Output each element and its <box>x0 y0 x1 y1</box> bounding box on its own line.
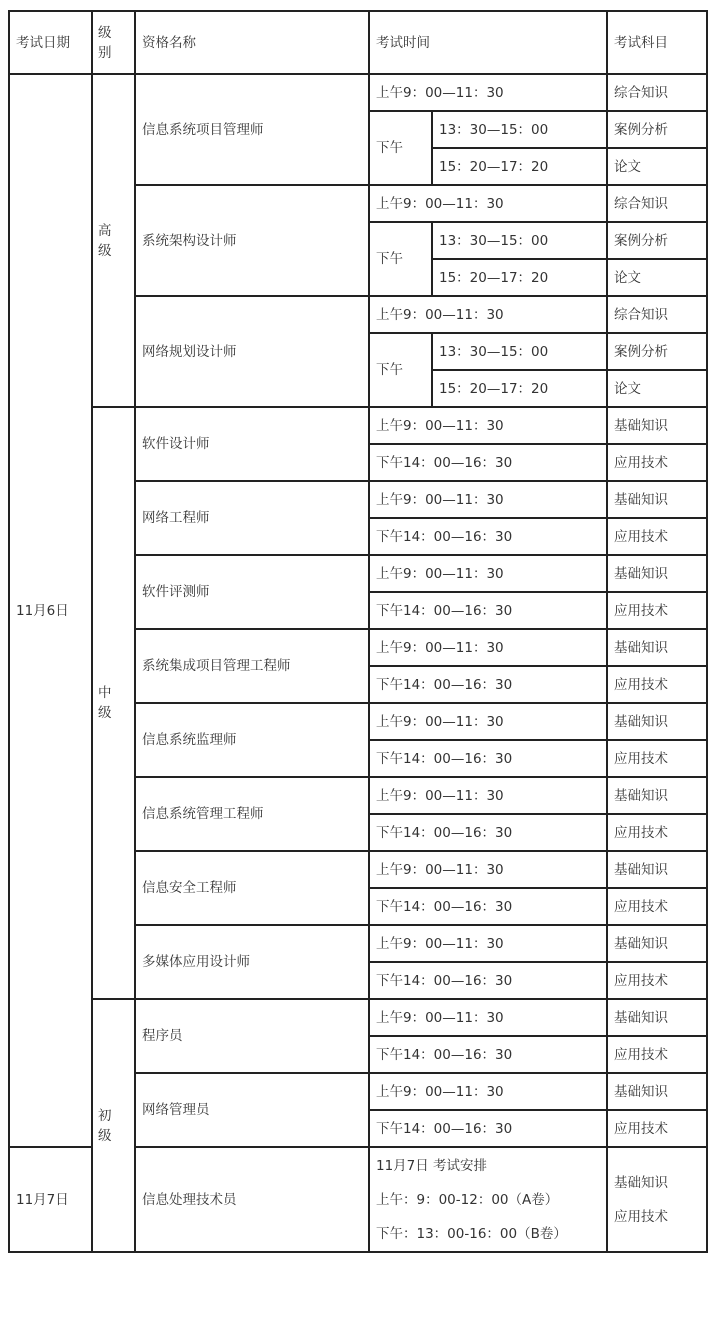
am-time: 上午9：00—11：30 <box>369 851 607 888</box>
qualification-name: 网络管理员 <box>135 1073 369 1147</box>
qualification-name: 信息系统项目管理师 <box>135 74 369 185</box>
subject-cell: 基础知识 <box>607 481 707 518</box>
am-time: 上午9：00—11：30 <box>369 185 607 222</box>
level-cell <box>92 999 135 1252</box>
qualification-name: 程序员 <box>135 999 369 1073</box>
time-cell-line: 11月7日 考试安排 <box>376 1157 488 1174</box>
level-cell <box>92 407 135 999</box>
subject-cell: 应用技术 <box>607 1036 707 1073</box>
subject-cell-line: 应用技术 <box>614 1208 668 1225</box>
pm-time: 下午14：00—16：30 <box>369 888 607 925</box>
subject-cell: 基础知识 <box>607 999 707 1036</box>
header-date: 考试日期 <box>9 11 92 74</box>
qualification-name: 网络规划设计师 <box>135 296 369 407</box>
qualification-name: 信息系统监理师 <box>135 703 369 777</box>
am-time: 上午9：00—11：30 <box>369 555 607 592</box>
qualification-name: 软件设计师 <box>135 407 369 481</box>
level-cell-line: 级 <box>98 705 112 721</box>
pm-time: 下午14：00—16：30 <box>369 666 607 703</box>
pm-label: 下午 <box>369 111 432 185</box>
subject-cell: 案例分析 <box>607 333 707 370</box>
pm-time: 下午14：00—16：30 <box>369 444 607 481</box>
pm-time: 下午14：00—16：30 <box>369 592 607 629</box>
am-time: 上午9：00—11：30 <box>369 407 607 444</box>
pm-time: 下午14：00—16：30 <box>369 1036 607 1073</box>
am-time: 上午9：00—11：30 <box>369 999 607 1036</box>
qualification-name: 信息安全工程师 <box>135 851 369 925</box>
subject-cell: 应用技术 <box>607 518 707 555</box>
level-cell <box>92 74 135 407</box>
qualification-name: 软件评测师 <box>135 555 369 629</box>
subject-cell: 案例分析 <box>607 111 707 148</box>
subject-cell: 基础知识 <box>607 1073 707 1110</box>
subject-cell: 基础知识 <box>607 777 707 814</box>
pm-label: 下午 <box>369 222 432 296</box>
am-time: 上午9：00—11：30 <box>369 925 607 962</box>
pm-time: 下午14：00—16：30 <box>369 962 607 999</box>
header-name: 资格名称 <box>135 11 369 74</box>
am-time: 上午9：00—11：30 <box>369 481 607 518</box>
exam-schedule-table <box>8 10 708 1253</box>
header-level-char: 别 <box>98 44 112 61</box>
qualification-name: 网络工程师 <box>135 481 369 555</box>
level-cell-line: 级 <box>98 1127 112 1144</box>
subject-cell: 应用技术 <box>607 1110 707 1147</box>
qualification-name: 系统架构设计师 <box>135 185 369 296</box>
pm-time: 下午14：00—16：30 <box>369 1110 607 1147</box>
subject-cell: 论文 <box>607 148 707 185</box>
am-time: 上午9：00—11：30 <box>369 629 607 666</box>
level-cell-line: 级 <box>98 242 112 259</box>
qualification-name: 多媒体应用设计师 <box>135 925 369 999</box>
pm-label: 下午 <box>369 333 432 407</box>
level-cell-line: 中 <box>98 685 112 701</box>
pm-time: 下午14：00—16：30 <box>369 814 607 851</box>
subject-cell: 论文 <box>607 370 707 407</box>
pm-time: 13：30—15：00 <box>432 111 607 148</box>
subject-cell: 应用技术 <box>607 592 707 629</box>
time-cell-line: 下午：13：00-16：00（B卷） <box>376 1225 567 1242</box>
subject-cell: 应用技术 <box>607 814 707 851</box>
subject-cell: 综合知识 <box>607 74 707 111</box>
pm-time: 15：20—17：20 <box>432 148 607 185</box>
subject-cell: 基础知识 <box>607 925 707 962</box>
subject-cell: 基础知识 <box>607 851 707 888</box>
level-cell-line: 初 <box>98 1107 112 1124</box>
header-subject: 考试科目 <box>607 11 707 74</box>
subject-cell: 综合知识 <box>607 296 707 333</box>
subject-cell: 应用技术 <box>607 666 707 703</box>
date-cell: 11月7日 <box>9 1147 92 1252</box>
am-time: 上午9：00—11：30 <box>369 1073 607 1110</box>
header-row <box>9 11 707 74</box>
pm-time: 下午14：00—16：30 <box>369 740 607 777</box>
header-level-char: 级 <box>98 24 112 41</box>
subject-cell: 应用技术 <box>607 444 707 481</box>
header-level <box>92 11 135 74</box>
subject-cell: 综合知识 <box>607 185 707 222</box>
table-row <box>9 407 707 444</box>
table-row <box>9 74 707 111</box>
header-time: 考试时间 <box>369 11 607 74</box>
pm-time: 下午14：00—16：30 <box>369 518 607 555</box>
pm-time: 15：20—17：20 <box>432 259 607 296</box>
qualification-name: 信息处理技术员 <box>135 1147 369 1252</box>
subject-cell: 应用技术 <box>607 962 707 999</box>
subject-cell: 应用技术 <box>607 740 707 777</box>
am-time: 上午9：00—11：30 <box>369 703 607 740</box>
subject-cell <box>607 1147 707 1252</box>
subject-cell: 基础知识 <box>607 555 707 592</box>
subject-cell: 基础知识 <box>607 629 707 666</box>
subject-cell: 基础知识 <box>607 407 707 444</box>
am-time: 上午9：00—11：30 <box>369 74 607 111</box>
level-cell-line: 高 <box>98 222 112 239</box>
am-time: 上午9：00—11：30 <box>369 296 607 333</box>
pm-time: 13：30—15：00 <box>432 222 607 259</box>
date-cell: 11月6日 <box>9 74 92 1147</box>
time-cell <box>369 1147 607 1252</box>
subject-cell-line: 基础知识 <box>614 1174 668 1191</box>
subject-cell: 基础知识 <box>607 703 707 740</box>
time-cell-line: 上午：9：00-12：00（A卷） <box>376 1191 559 1208</box>
table-row <box>9 999 707 1036</box>
am-time: 上午9：00—11：30 <box>369 777 607 814</box>
subject-cell: 应用技术 <box>607 888 707 925</box>
subject-cell: 案例分析 <box>607 222 707 259</box>
subject-cell: 论文 <box>607 259 707 296</box>
pm-time: 15：20—17：20 <box>432 370 607 407</box>
qualification-name: 信息系统管理工程师 <box>135 777 369 851</box>
qualification-name: 系统集成项目管理工程师 <box>135 629 369 703</box>
pm-time: 13：30—15：00 <box>432 333 607 370</box>
